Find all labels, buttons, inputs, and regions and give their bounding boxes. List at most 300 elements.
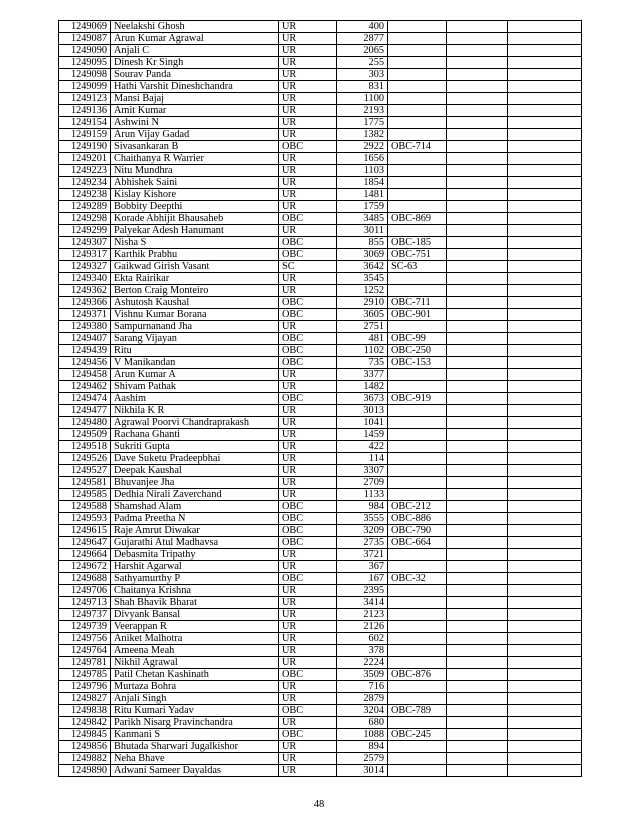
- rank-cell: 3013: [337, 405, 388, 417]
- roll-number-cell: 1249842: [59, 717, 111, 729]
- category-cell: UR: [279, 633, 337, 645]
- candidate-name-cell: Bhutada Sharwari Jugalkishor: [111, 741, 279, 753]
- roll-number-cell: 1249234: [59, 177, 111, 189]
- roll-number-cell: 1249882: [59, 753, 111, 765]
- category-rank-cell: [388, 741, 447, 753]
- candidate-name-cell: Dinesh Kr Singh: [111, 57, 279, 69]
- category-rank-cell: [388, 597, 447, 609]
- table-row: [59, 117, 582, 129]
- candidate-name-cell: Nikhil Agrawal: [111, 657, 279, 669]
- category-rank-cell: OBC-153: [388, 357, 447, 369]
- empty-cell: [508, 405, 582, 417]
- empty-cell: [508, 609, 582, 621]
- rank-cell: 3414: [337, 597, 388, 609]
- empty-cell: [447, 741, 508, 753]
- category-cell: UR: [279, 369, 337, 381]
- candidate-name-cell: Padma Preetha N: [111, 513, 279, 525]
- roll-number-cell: 1249585: [59, 489, 111, 501]
- empty-cell: [508, 441, 582, 453]
- empty-cell: [508, 177, 582, 189]
- table-row: [59, 201, 582, 213]
- category-rank-cell: OBC-876: [388, 669, 447, 681]
- empty-cell: [508, 213, 582, 225]
- candidate-name-cell: Ameena Meah: [111, 645, 279, 657]
- empty-cell: [447, 357, 508, 369]
- category-cell: UR: [279, 105, 337, 117]
- table-row: [59, 93, 582, 105]
- roll-number-cell: 1249380: [59, 321, 111, 333]
- category-rank-cell: [388, 57, 447, 69]
- roll-number-cell: 1249238: [59, 189, 111, 201]
- category-rank-cell: [388, 201, 447, 213]
- category-rank-cell: [388, 381, 447, 393]
- empty-cell: [508, 489, 582, 501]
- rank-cell: 303: [337, 69, 388, 81]
- empty-cell: [447, 453, 508, 465]
- category-rank-cell: [388, 549, 447, 561]
- category-cell: UR: [279, 753, 337, 765]
- category-rank-cell: [388, 129, 447, 141]
- rank-cell: 984: [337, 501, 388, 513]
- category-cell: OBC: [279, 141, 337, 153]
- roll-number-cell: 1249098: [59, 69, 111, 81]
- candidate-name-cell: Arun Vijay Gadad: [111, 129, 279, 141]
- category-rank-cell: [388, 645, 447, 657]
- empty-cell: [508, 345, 582, 357]
- empty-cell: [508, 669, 582, 681]
- empty-cell: [508, 69, 582, 81]
- candidate-name-cell: Abhishek Saini: [111, 177, 279, 189]
- category-cell: UR: [279, 381, 337, 393]
- empty-cell: [508, 681, 582, 693]
- rank-cell: 3642: [337, 261, 388, 273]
- roll-number-cell: 1249838: [59, 705, 111, 717]
- empty-cell: [447, 33, 508, 45]
- candidate-name-cell: Sarang Vijayan: [111, 333, 279, 345]
- category-rank-cell: [388, 177, 447, 189]
- empty-cell: [447, 609, 508, 621]
- empty-cell: [508, 249, 582, 261]
- empty-cell: [508, 273, 582, 285]
- category-cell: OBC: [279, 705, 337, 717]
- table-row: [59, 429, 582, 441]
- empty-cell: [447, 477, 508, 489]
- table-row: [59, 525, 582, 537]
- candidate-name-cell: Sukriti Gupta: [111, 441, 279, 453]
- category-cell: UR: [279, 21, 337, 33]
- roll-number-cell: 1249593: [59, 513, 111, 525]
- category-cell: UR: [279, 321, 337, 333]
- candidate-name-cell: Palyekar Adesh Hanumant: [111, 225, 279, 237]
- empty-cell: [508, 501, 582, 513]
- empty-cell: [447, 285, 508, 297]
- roll-number-cell: 1249588: [59, 501, 111, 513]
- roll-number-cell: 1249456: [59, 357, 111, 369]
- table-row: [59, 405, 582, 417]
- roll-number-cell: 1249706: [59, 585, 111, 597]
- candidate-name-cell: Rachana Ghanti: [111, 429, 279, 441]
- roll-number-cell: 1249785: [59, 669, 111, 681]
- results-table-body: [59, 21, 582, 777]
- table-row: [59, 177, 582, 189]
- category-cell: UR: [279, 285, 337, 297]
- table-row: [59, 33, 582, 45]
- rank-cell: 367: [337, 561, 388, 573]
- category-cell: UR: [279, 657, 337, 669]
- category-cell: UR: [279, 201, 337, 213]
- empty-cell: [447, 93, 508, 105]
- candidate-name-cell: Mansi Bajaj: [111, 93, 279, 105]
- roll-number-cell: 1249366: [59, 297, 111, 309]
- empty-cell: [508, 633, 582, 645]
- roll-number-cell: 1249090: [59, 45, 111, 57]
- table-row: [59, 297, 582, 309]
- candidate-name-cell: Amit Kumar: [111, 105, 279, 117]
- candidate-name-cell: Parikh Nisarg Pravinchandra: [111, 717, 279, 729]
- candidate-name-cell: Arun Kumar Agrawal: [111, 33, 279, 45]
- category-rank-cell: OBC-886: [388, 513, 447, 525]
- candidate-name-cell: Adwani Sameer Dayaldas: [111, 765, 279, 777]
- roll-number-cell: 1249087: [59, 33, 111, 45]
- table-row: [59, 681, 582, 693]
- empty-cell: [447, 393, 508, 405]
- empty-cell: [447, 225, 508, 237]
- table-row: [59, 657, 582, 669]
- roll-number-cell: 1249615: [59, 525, 111, 537]
- empty-cell: [447, 597, 508, 609]
- roll-number-cell: 1249223: [59, 165, 111, 177]
- empty-cell: [447, 201, 508, 213]
- empty-cell: [508, 129, 582, 141]
- empty-cell: [447, 753, 508, 765]
- empty-cell: [447, 213, 508, 225]
- category-rank-cell: OBC-32: [388, 573, 447, 585]
- category-cell: UR: [279, 561, 337, 573]
- candidate-name-cell: Karthik Prabhu: [111, 249, 279, 261]
- candidate-name-cell: Anjali C: [111, 45, 279, 57]
- category-rank-cell: [388, 489, 447, 501]
- empty-cell: [447, 381, 508, 393]
- category-cell: UR: [279, 441, 337, 453]
- rank-cell: 3014: [337, 765, 388, 777]
- roll-number-cell: 1249739: [59, 621, 111, 633]
- candidate-name-cell: Raje Amrut Diwakar: [111, 525, 279, 537]
- empty-cell: [447, 165, 508, 177]
- rank-cell: 3307: [337, 465, 388, 477]
- table-row: [59, 57, 582, 69]
- empty-cell: [508, 93, 582, 105]
- roll-number-cell: 1249664: [59, 549, 111, 561]
- table-row: [59, 621, 582, 633]
- empty-cell: [447, 537, 508, 549]
- rank-cell: 2879: [337, 693, 388, 705]
- empty-cell: [508, 165, 582, 177]
- candidate-name-cell: Neelakshi Ghosh: [111, 21, 279, 33]
- empty-cell: [508, 21, 582, 33]
- category-rank-cell: [388, 441, 447, 453]
- table-row: [59, 741, 582, 753]
- rank-cell: 3204: [337, 705, 388, 717]
- empty-cell: [508, 537, 582, 549]
- category-rank-cell: [388, 369, 447, 381]
- empty-cell: [447, 57, 508, 69]
- table-row: [59, 141, 582, 153]
- empty-cell: [508, 525, 582, 537]
- candidate-name-cell: Gaikwad Girish Vasant: [111, 261, 279, 273]
- roll-number-cell: 1249856: [59, 741, 111, 753]
- roll-number-cell: 1249099: [59, 81, 111, 93]
- empty-cell: [508, 561, 582, 573]
- table-row: [59, 717, 582, 729]
- table-row: [59, 705, 582, 717]
- category-cell: UR: [279, 33, 337, 45]
- rank-cell: 2123: [337, 609, 388, 621]
- table-row: [59, 729, 582, 741]
- roll-number-cell: 1249827: [59, 693, 111, 705]
- rank-cell: 894: [337, 741, 388, 753]
- roll-number-cell: 1249154: [59, 117, 111, 129]
- category-cell: UR: [279, 273, 337, 285]
- category-cell: OBC: [279, 573, 337, 585]
- rank-cell: 2395: [337, 585, 388, 597]
- category-rank-cell: [388, 93, 447, 105]
- rank-cell: 1459: [337, 429, 388, 441]
- category-rank-cell: OBC-185: [388, 237, 447, 249]
- empty-cell: [508, 621, 582, 633]
- rank-cell: 1103: [337, 165, 388, 177]
- category-cell: UR: [279, 45, 337, 57]
- table-row: [59, 345, 582, 357]
- roll-number-cell: 1249136: [59, 105, 111, 117]
- empty-cell: [447, 369, 508, 381]
- category-rank-cell: OBC-664: [388, 537, 447, 549]
- category-cell: OBC: [279, 249, 337, 261]
- table-row: [59, 129, 582, 141]
- rank-cell: 2735: [337, 537, 388, 549]
- table-row: [59, 489, 582, 501]
- category-cell: UR: [279, 453, 337, 465]
- category-rank-cell: OBC-901: [388, 309, 447, 321]
- empty-cell: [508, 429, 582, 441]
- category-cell: UR: [279, 597, 337, 609]
- category-rank-cell: OBC-751: [388, 249, 447, 261]
- category-rank-cell: [388, 225, 447, 237]
- roll-number-cell: 1249371: [59, 309, 111, 321]
- table-row: [59, 585, 582, 597]
- roll-number-cell: 1249796: [59, 681, 111, 693]
- table-row: [59, 393, 582, 405]
- rank-cell: 716: [337, 681, 388, 693]
- empty-cell: [447, 573, 508, 585]
- rank-cell: 2922: [337, 141, 388, 153]
- table-row: [59, 333, 582, 345]
- rank-cell: 680: [337, 717, 388, 729]
- category-rank-cell: [388, 165, 447, 177]
- roll-number-cell: 1249462: [59, 381, 111, 393]
- empty-cell: [508, 585, 582, 597]
- candidate-name-cell: Agrawal Poorvi Chandraprakash: [111, 417, 279, 429]
- table-row: [59, 597, 582, 609]
- empty-cell: [508, 513, 582, 525]
- empty-cell: [447, 249, 508, 261]
- category-cell: OBC: [279, 357, 337, 369]
- candidate-name-cell: Ekta Rairikar: [111, 273, 279, 285]
- empty-cell: [508, 225, 582, 237]
- candidate-name-cell: Korade Abhijit Bhausaheb: [111, 213, 279, 225]
- category-rank-cell: OBC-711: [388, 297, 447, 309]
- rank-cell: 1481: [337, 189, 388, 201]
- table-row: [59, 441, 582, 453]
- empty-cell: [447, 717, 508, 729]
- category-cell: OBC: [279, 501, 337, 513]
- empty-cell: [447, 621, 508, 633]
- roll-number-cell: 1249299: [59, 225, 111, 237]
- roll-number-cell: 1249327: [59, 261, 111, 273]
- table-row: [59, 753, 582, 765]
- roll-number-cell: 1249477: [59, 405, 111, 417]
- empty-cell: [447, 645, 508, 657]
- candidate-name-cell: Anjali Singh: [111, 693, 279, 705]
- roll-number-cell: 1249890: [59, 765, 111, 777]
- candidate-name-cell: Kislay Kishore: [111, 189, 279, 201]
- table-row: [59, 225, 582, 237]
- category-rank-cell: [388, 621, 447, 633]
- empty-cell: [508, 333, 582, 345]
- candidate-name-cell: Berton Craig Monteiro: [111, 285, 279, 297]
- category-rank-cell: [388, 417, 447, 429]
- roll-number-cell: 1249439: [59, 345, 111, 357]
- candidate-name-cell: Chaitanya Krishna: [111, 585, 279, 597]
- table-row: [59, 453, 582, 465]
- rank-cell: 3377: [337, 369, 388, 381]
- rank-cell: 481: [337, 333, 388, 345]
- empty-cell: [508, 285, 582, 297]
- category-cell: OBC: [279, 537, 337, 549]
- roll-number-cell: 1249362: [59, 285, 111, 297]
- category-rank-cell: OBC-869: [388, 213, 447, 225]
- category-cell: OBC: [279, 513, 337, 525]
- rank-cell: 3011: [337, 225, 388, 237]
- rank-cell: 2126: [337, 621, 388, 633]
- empty-cell: [508, 117, 582, 129]
- table-row: [59, 669, 582, 681]
- empty-cell: [508, 693, 582, 705]
- empty-cell: [447, 681, 508, 693]
- empty-cell: [447, 153, 508, 165]
- category-cell: UR: [279, 177, 337, 189]
- candidate-name-cell: Shamshad Alam: [111, 501, 279, 513]
- empty-cell: [508, 105, 582, 117]
- roll-number-cell: 1249340: [59, 273, 111, 285]
- category-rank-cell: OBC-790: [388, 525, 447, 537]
- category-cell: UR: [279, 621, 337, 633]
- empty-cell: [447, 633, 508, 645]
- empty-cell: [447, 501, 508, 513]
- empty-cell: [447, 669, 508, 681]
- empty-cell: [447, 441, 508, 453]
- roll-number-cell: 1249480: [59, 417, 111, 429]
- empty-cell: [447, 345, 508, 357]
- candidate-name-cell: Patil Chetan Kashinath: [111, 669, 279, 681]
- candidate-name-cell: Chaithanya R Warrier: [111, 153, 279, 165]
- category-cell: OBC: [279, 393, 337, 405]
- candidate-name-cell: Sivasankaran B: [111, 141, 279, 153]
- rank-cell: 400: [337, 21, 388, 33]
- empty-cell: [508, 393, 582, 405]
- empty-cell: [508, 597, 582, 609]
- category-cell: UR: [279, 153, 337, 165]
- category-cell: UR: [279, 765, 337, 777]
- rank-cell: 255: [337, 57, 388, 69]
- empty-cell: [508, 57, 582, 69]
- empty-cell: [447, 465, 508, 477]
- table-row: [59, 765, 582, 777]
- empty-cell: [447, 69, 508, 81]
- empty-cell: [447, 429, 508, 441]
- category-cell: UR: [279, 189, 337, 201]
- category-cell: UR: [279, 549, 337, 561]
- category-rank-cell: [388, 693, 447, 705]
- table-row: [59, 321, 582, 333]
- candidate-name-cell: Ashwini N: [111, 117, 279, 129]
- category-rank-cell: [388, 105, 447, 117]
- rank-cell: 735: [337, 357, 388, 369]
- empty-cell: [447, 141, 508, 153]
- rank-cell: 1100: [337, 93, 388, 105]
- candidate-name-cell: Ashutosh Kaushal: [111, 297, 279, 309]
- empty-cell: [447, 261, 508, 273]
- roll-number-cell: 1249581: [59, 477, 111, 489]
- empty-cell: [447, 657, 508, 669]
- empty-cell: [508, 297, 582, 309]
- category-cell: OBC: [279, 297, 337, 309]
- rank-cell: 2224: [337, 657, 388, 669]
- empty-cell: [447, 177, 508, 189]
- category-rank-cell: [388, 753, 447, 765]
- table-row: [59, 165, 582, 177]
- candidate-name-cell: Divyank Bansal: [111, 609, 279, 621]
- table-row: [59, 153, 582, 165]
- category-rank-cell: SC-63: [388, 261, 447, 273]
- candidate-name-cell: Ritu Kumari Yadav: [111, 705, 279, 717]
- category-cell: OBC: [279, 309, 337, 321]
- table-row: [59, 381, 582, 393]
- table-row: [59, 261, 582, 273]
- category-rank-cell: [388, 45, 447, 57]
- category-rank-cell: [388, 609, 447, 621]
- rank-cell: 1656: [337, 153, 388, 165]
- roll-number-cell: 1249069: [59, 21, 111, 33]
- table-row: [59, 273, 582, 285]
- empty-cell: [447, 189, 508, 201]
- table-row: [59, 537, 582, 549]
- category-cell: UR: [279, 741, 337, 753]
- candidate-name-cell: Dave Suketu Pradeepbhai: [111, 453, 279, 465]
- category-rank-cell: [388, 657, 447, 669]
- rank-cell: 2877: [337, 33, 388, 45]
- rank-cell: 1041: [337, 417, 388, 429]
- candidate-name-cell: V Manikandan: [111, 357, 279, 369]
- category-rank-cell: OBC-212: [388, 501, 447, 513]
- roll-number-cell: 1249672: [59, 561, 111, 573]
- roll-number-cell: 1249764: [59, 645, 111, 657]
- rank-cell: 1775: [337, 117, 388, 129]
- roll-number-cell: 1249159: [59, 129, 111, 141]
- category-rank-cell: [388, 585, 447, 597]
- category-cell: UR: [279, 165, 337, 177]
- candidate-name-cell: Sathyamurthy P: [111, 573, 279, 585]
- rank-cell: 3673: [337, 393, 388, 405]
